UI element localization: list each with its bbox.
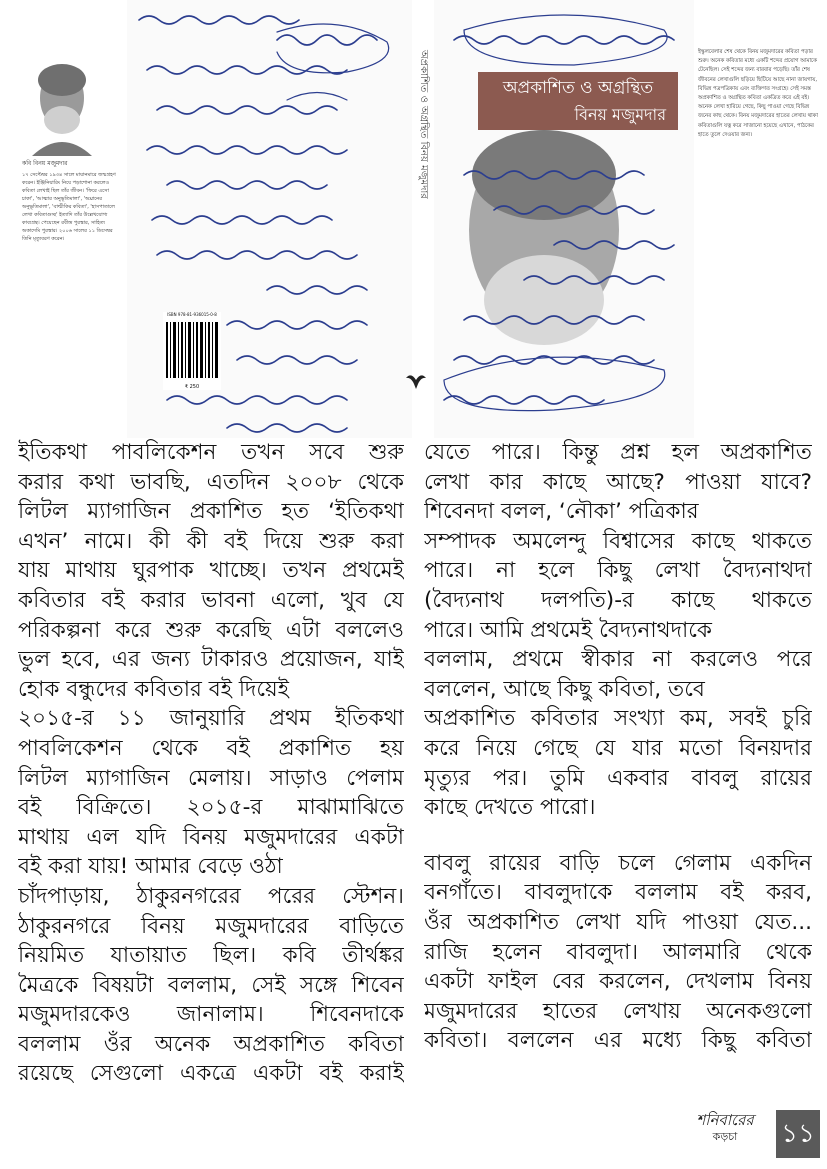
book-author: বিনয় মজুমদার <box>574 105 666 124</box>
text-line: পাবলিকেশন থেকে বই প্রকাশিত হয় <box>18 735 404 761</box>
cover-title-box <box>478 72 678 130</box>
back-cover <box>0 0 127 438</box>
spine-title: অপ্রকাশিত ও অগ্রন্থিত বিনয় মজুমদার <box>418 50 429 199</box>
text-line: বই করা যায়! আমার বেড়ে ওঠা <box>18 854 283 880</box>
text-line: লিটল ম্যাগাজিন মেলায়। সাড়াও পেলাম <box>18 765 404 791</box>
text-line: বই বিক্রিতে। ২০১৫-র মাঝামাঝিতে <box>18 795 404 821</box>
text-line: পারে। না হলে কিছু লেখা বৈদ্যনাথদা <box>424 558 812 584</box>
text-line: নিয়মিত যাতায়াত ছিল। কবি তীর্থঙ্কর <box>18 943 404 969</box>
price: ₹ 250 <box>184 384 200 390</box>
text-line: করে নিয়ে গেছে যে যার মতো বিনয়দার <box>424 735 812 761</box>
text-line: এখন’ নামে। কী কী বই দিয়ে শুরু করা <box>18 528 404 554</box>
text-line: লিটল ম্যাগাজিন প্রকাশিত হত ‘ইতিকথা <box>18 499 404 525</box>
text-line: ভুল হবে, এর জন্য টাকারও প্রয়োজন, যাই <box>18 647 404 673</box>
logo-line-1: শনিবারের <box>696 1111 754 1129</box>
flap-description: ইস্কুলবেলার শেষ থেকে বিনয় মজুমদারের কবিতা পড়ার শুরু। অনেক কবিতার মধ্যে একটি শব্দের প্রয়োগ আমাকে টেনেছিল। সেই শব্দের জন্য বারবার পড়েছি। তাঁর শেষ জীবনের লেখাগুলি ছড়িয়ে ছিটিয়ে আছে নানা জায়গায়, বিভিন্ন পত্রপত্রিকায় এবং ব্যক্তিগত সংগ্রহে। সেই সমস্ত অপ্রকাশিত ও অগ্রন্থিত কবিতা একত্রিত করে এই বই। অনেক লেখা হারিয়ে গেছে, কিছু পাওয়া গেছে বিভিন্ন জনের কাছ থেকে। বিনয় মজুমদারের হাতের লেখায় থাকা কবিতাগুলি যত্ন করে সাজানো হয়েছে এখানে, পাঠকের হাতে তুলে দেওয়ার জন্য। <box>698 49 818 138</box>
text-line: বনগাঁতে। বাবলুদাকে বললাম বই করব, <box>424 880 812 906</box>
text-line: যেতে পারে। কিন্তু প্রশ্ন হল অপ্রকাশিত <box>424 440 812 465</box>
text-line: বললেন, আছে কিছু কবিতা, তবে <box>424 676 705 702</box>
article-column-left <box>18 438 404 1089</box>
text-line: হোক বন্ধুদের কবিতার বই দিয়েই <box>18 676 289 702</box>
text-line: মজুমদারের হাতের লেখায় অনেকগুলো <box>424 998 812 1024</box>
text-line: ২০১৫-র ১১ জানুয়ারি প্রথম ইতিকথা <box>18 706 404 732</box>
back-cover-handwriting <box>127 0 412 438</box>
text-line: কবিতা। বললেন এর মধ্যে কিছু কবিতা <box>424 1028 812 1054</box>
text-line: মজুমদারকেও জানালাম। শিবেনদাকে <box>18 1002 404 1028</box>
text-line: ঠাকুরনগরে বিনয় মজুমদারের বাড়িতে <box>18 913 404 939</box>
barcode-bars <box>163 320 221 384</box>
text-line: লেখা কার কাছে আছে? পাওয়া যাবে? <box>424 469 812 495</box>
page-number-badge: ১১ <box>776 1110 820 1158</box>
text-line: সম্পাদক অমলেন্দু বিশ্বাসের কাছে থাকতে <box>424 528 812 554</box>
text-line: ইতিকথা পাবলিকেশন তখন সবে শুরু <box>18 440 404 465</box>
text-line: কাছে দেখতে পারো। <box>424 795 596 821</box>
logo-line-2: কড়চা <box>712 1130 738 1143</box>
text-line: পারে। আমি প্রথমেই বৈদ্যনাথদাকে <box>424 617 713 643</box>
isbn-text: ISBN 978-81-936015-0-8 <box>167 312 217 317</box>
text-line: ওঁর অপ্রকাশিত লেখা যদি পাওয়া যেত... <box>424 909 812 935</box>
text-line: শিবেনদা বলল, ‘নৌকা’ পত্রিকার <box>424 499 699 525</box>
text-line: অপ্রকাশিত কবিতার সংখ্যা কম, সবই চুরি <box>424 706 812 732</box>
magazine-logo <box>678 1110 772 1162</box>
text-line: মৈত্রকে বিষয়টা বললাম, সেই সঙ্গে শিবেন <box>18 972 404 998</box>
text-line: বললাম, প্রথমে স্বীকার না করলেও পরে <box>424 647 812 673</box>
text-line: করার কথা ভাবছি, এতদিন ২০০৮ থেকে <box>18 469 404 495</box>
paragraph-gap <box>424 823 812 849</box>
front-cover-art <box>434 0 694 438</box>
book-title: অপ্রকাশিত ও অগ্রন্থিত <box>502 78 654 98</box>
text-line: রয়েছে সেগুলো একত্রে একটা বই করাই <box>18 1061 404 1087</box>
text-line: পরিকল্পনা করে শুরু করেছি এটা বললেও <box>18 617 404 643</box>
book-cover-spread <box>0 0 827 438</box>
author-caption <box>22 160 120 243</box>
text-line: মাথায় এল যদি বিনয় মজুমদারের একটা <box>18 824 404 850</box>
author-caption-bio: ১৭ সেপ্টেম্বর ১৯৩৪ সালে মায়ানমারে জন্মগ্রহণ করেন। ইঞ্জিনিয়ারিং নিয়ে পড়াশোনা করলেও কবিতা লেখাই ছিল তাঁর জীবন। 'ফিরে এসো চাকা', 'আত্মার অনুভূতিমালা', 'অঘ্রানের অনুভূতিমালা', 'বাল্মীকির কবিতা', 'হাসপাতালে লেখা কবিতাগুচ্ছ' ইত্যাদি তাঁর উল্লেখযোগ্য কাব্যগ্রন্থ। পেয়েছেন রবীন্দ্র পুরস্কার, সাহিত্য অকাদেমি পুরস্কার। ২০০৬ সালের ১১ ডিসেম্বর তিনি মৃত্যুবরণ করেন। <box>22 172 116 242</box>
article-column-right <box>424 438 812 1056</box>
text-line: বললাম ওঁর অনেক অপ্রকাশিত কবিতা <box>18 1031 404 1057</box>
author-caption-name: কবি বিনয় মজুমদার <box>22 160 68 167</box>
article-body <box>0 438 827 1169</box>
text-line: রাজি হলেন বাবলুদা। আলমারি থেকে <box>424 939 812 965</box>
text-line: একটা ফাইল বের করলেন, দেখলাম বিনয় <box>424 969 812 995</box>
text-line: মৃত্যুর পর। তুমি একবার বাবলু রায়ের <box>424 765 812 791</box>
text-line: চাঁদপাড়ায়, ঠাকুরনগরের পরের স্টেশন। <box>18 883 404 909</box>
text-line: কবিতার বই করার ভাবনা এলো, খুব যে <box>18 587 404 613</box>
front-cover <box>434 0 694 438</box>
publisher-logo-icon <box>405 372 427 390</box>
book-spine <box>412 10 434 420</box>
barcode <box>163 312 221 390</box>
text-line: যায় মাথায় ঘুরপাক খাচ্ছে। তখন প্রথমেই <box>18 558 404 584</box>
text-line: বাবলু রায়ের বাড়ি চলে গেলাম একদিন <box>424 850 812 876</box>
author-portrait <box>22 48 102 156</box>
text-line: (বৈদ্যনাথ দলপতি)-র কাছে থাকতে <box>424 587 812 613</box>
